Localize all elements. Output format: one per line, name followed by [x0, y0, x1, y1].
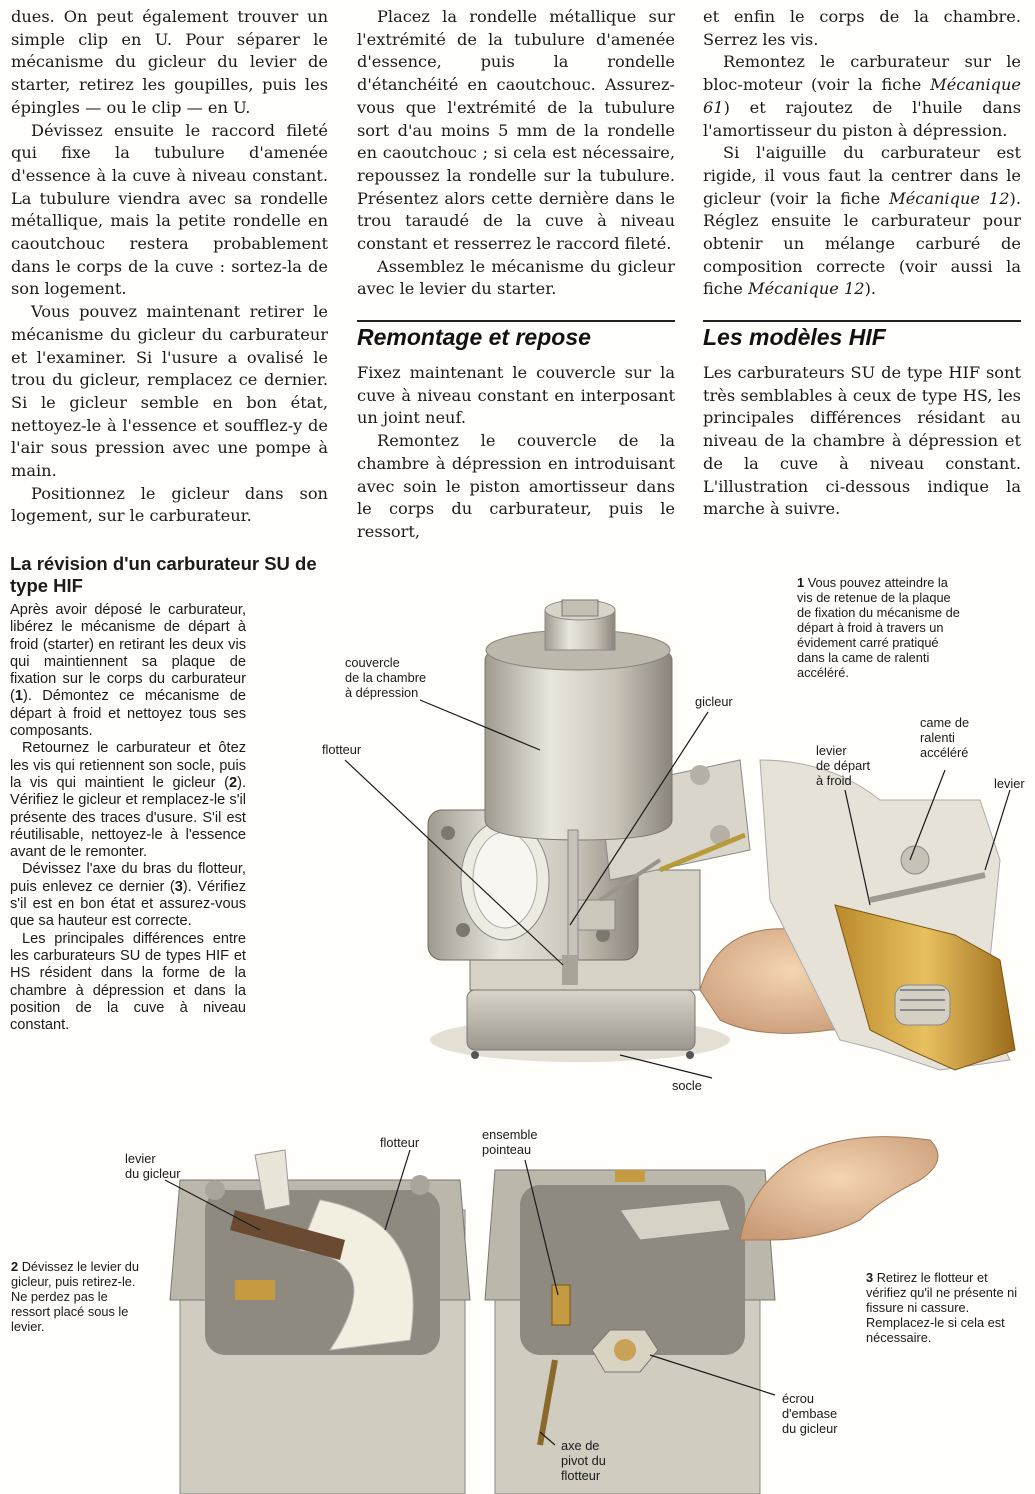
panel-paragraph-1: Après avoir déposé le carburateur, libérez le mécanisme de départ à froid (starter) en retirant les deux vis qui maintiennent sa plaque de fixation sur le corps du carburateur (1). Démontez ce mécanisme de départ à froid et nettoyez tous ses composants. [10, 602, 246, 740]
label-socle: socle [672, 1078, 702, 1093]
caption-3: 3 Retirez le flotteur et vérifiez qu'il ne présente ni fissure ni cassure. Remplacez-le si cela est nécessaire. [866, 1270, 1018, 1345]
label-ensemble-pointeau: ensemble pointeau [482, 1127, 538, 1157]
col2-paragraph-3: Fixez maintenant le couvercle sur la cuve à niveau constant en interposant un joint neuf. [357, 363, 675, 428]
label-levier: levier [994, 776, 1025, 791]
heading-remontage: Remontage et repose [357, 320, 675, 351]
label-levier-depart: levier de départ à froid [816, 743, 871, 788]
panel-paragraph-4: Les principales différences entre les carburateurs SU de types HIF et HS résident dans la forme de la chambre à dépression et dans la position de la cuve à niveau constant. [10, 930, 246, 1034]
caption-2: 2 Dévissez le levier du gicleur, puis retirez-le. Ne perdez pas le ressort placé sous le levier. [11, 1259, 140, 1334]
float-bowl-illustration-2 [170, 1150, 470, 1494]
col3-paragraph-1: et enfin le corps de la chambre. Serrez les vis. [703, 7, 1021, 49]
col3-paragraph-3: Si l'aiguille du carburateur est rigide, il vous faut la centrer dans le gicleur (voir la fiche Mécanique 12). Réglez ensuite le carburateur pour obtenir un mélange carburé de composition correcte (voir aussi la fiche Mécanique 12). [703, 143, 1021, 299]
heading-modeles-hif: Les modèles HIF [703, 320, 1021, 351]
col2-paragraph-4: Remontez le couvercle de la chambre à dépression en introduisant avec soin le piston amortisseur dans le corps du carburateur, puis le ressort, [357, 431, 675, 541]
label-came: came de ralenti accéléré [920, 715, 970, 760]
panel-title: La révision d'un carburateur SU de type HIF [10, 553, 317, 596]
col3-paragraph-4: Les carburateurs SU de type HIF sont très semblables à ceux de type HS, les principales différences résidant au niveau de la chambre à dépression et de la cuve à niveau constant. L'illustration ci-dessous indique la marche à suivre. [703, 363, 1021, 519]
text-column-2 [357, 6, 675, 301]
text-column-3-lower [703, 362, 1021, 521]
col1-paragraph-4: Positionnez le gicleur dans son logement, sur le carburateur. [11, 483, 328, 526]
col2-paragraph-1: Placez la rondelle métallique sur l'extrémité de la tubulure d'amenée d'essence, puis la rondelle d'étanchéité en caoutchouc. Assurez-vous que l'extrémité de la tubulure sort d'au moins 5 mm de la rondelle en caoutchouc ; si cela est nécessaire, repoussez la rondelle sur la tubulure. Présentez alors cette dernière dans le trou taraudé de la cuve à niveau constant et resserrez le raccord fileté. [357, 7, 675, 254]
col3-paragraph-2: Remontez le carburateur sur le bloc-moteur (voir la fiche Mécanique 61) et rajoutez de l'huile dans l'amortisseur du piston à dépression. [703, 52, 1021, 140]
text-column-2-lower [357, 362, 675, 544]
label-gicleur: gicleur [695, 694, 733, 709]
col1-paragraph-3: Vous pouvez maintenant retirer le mécanisme du gicleur du carburateur et l'examiner. Si l'usure a ovalisé le trou du gicleur, remplacez ce dernier. Si le gicleur semble en bon état, nettoyez-le à l'essence et soufflez-y de l'air sous pression avec une pompe à main. [11, 302, 328, 481]
caption-1: 1 Vous pouvez atteindre la vis de retenue de la plaque de fixation du mécanisme de départ à froid à travers un évidement carré pratiqué dans la came de ralenti accéléré. [797, 575, 960, 680]
panel-text [10, 602, 246, 1034]
label-ecrou: écrou d'embase du gicleur [782, 1391, 838, 1436]
label-flotteur-bowl: flotteur [380, 1135, 420, 1150]
cold-start-mechanism-illustration [700, 760, 1015, 1070]
label-flotteur-main: flotteur [322, 742, 362, 757]
col1-paragraph-1: dues. On peut également trouver un simple clip en U. Pour séparer le mécanisme du gicleur du levier de starter, retirez les goupilles, puis les épingles — ou le clip — en U. [11, 7, 328, 117]
label-axe-pivot: axe de pivot du flotteur [561, 1438, 606, 1483]
panel-paragraph-2: Retournez le carburateur et ôtez les vis qui retiennent son socle, puis la vis qui maintient le gicleur (2). Vérifiez le gicleur et remplacez-le s'il présente des traces d'usure. S'il est réutilisable, nettoyez-le à l'essence avant de le remonter. [10, 740, 246, 861]
label-couvercle: couvercle de la chambre à dépression [345, 655, 427, 700]
label-levier-gicleur: levier du gicleur [125, 1151, 181, 1181]
text-column-1 [11, 6, 328, 528]
col1-paragraph-2: Dévissez ensuite le raccord fileté qui fixe la tubulure d'amenée d'essence à la cuve à niveau constant. La tubulure viendra avec sa rondelle métallique, mais la petite rondelle en caoutchouc restera probablement dans le corps de la cuve : sortez-la de son logement. [11, 120, 328, 299]
text-column-3 [703, 6, 1021, 301]
col2-paragraph-2: Assemblez le mécanisme du gicleur avec le levier du starter. [357, 256, 675, 299]
panel-paragraph-3: Dévissez l'axe du bras du flotteur, puis enlevez ce dernier (3). Vérifiez s'il est en bon état et assurez-vous que sa hauteur est correcte. [10, 861, 246, 930]
